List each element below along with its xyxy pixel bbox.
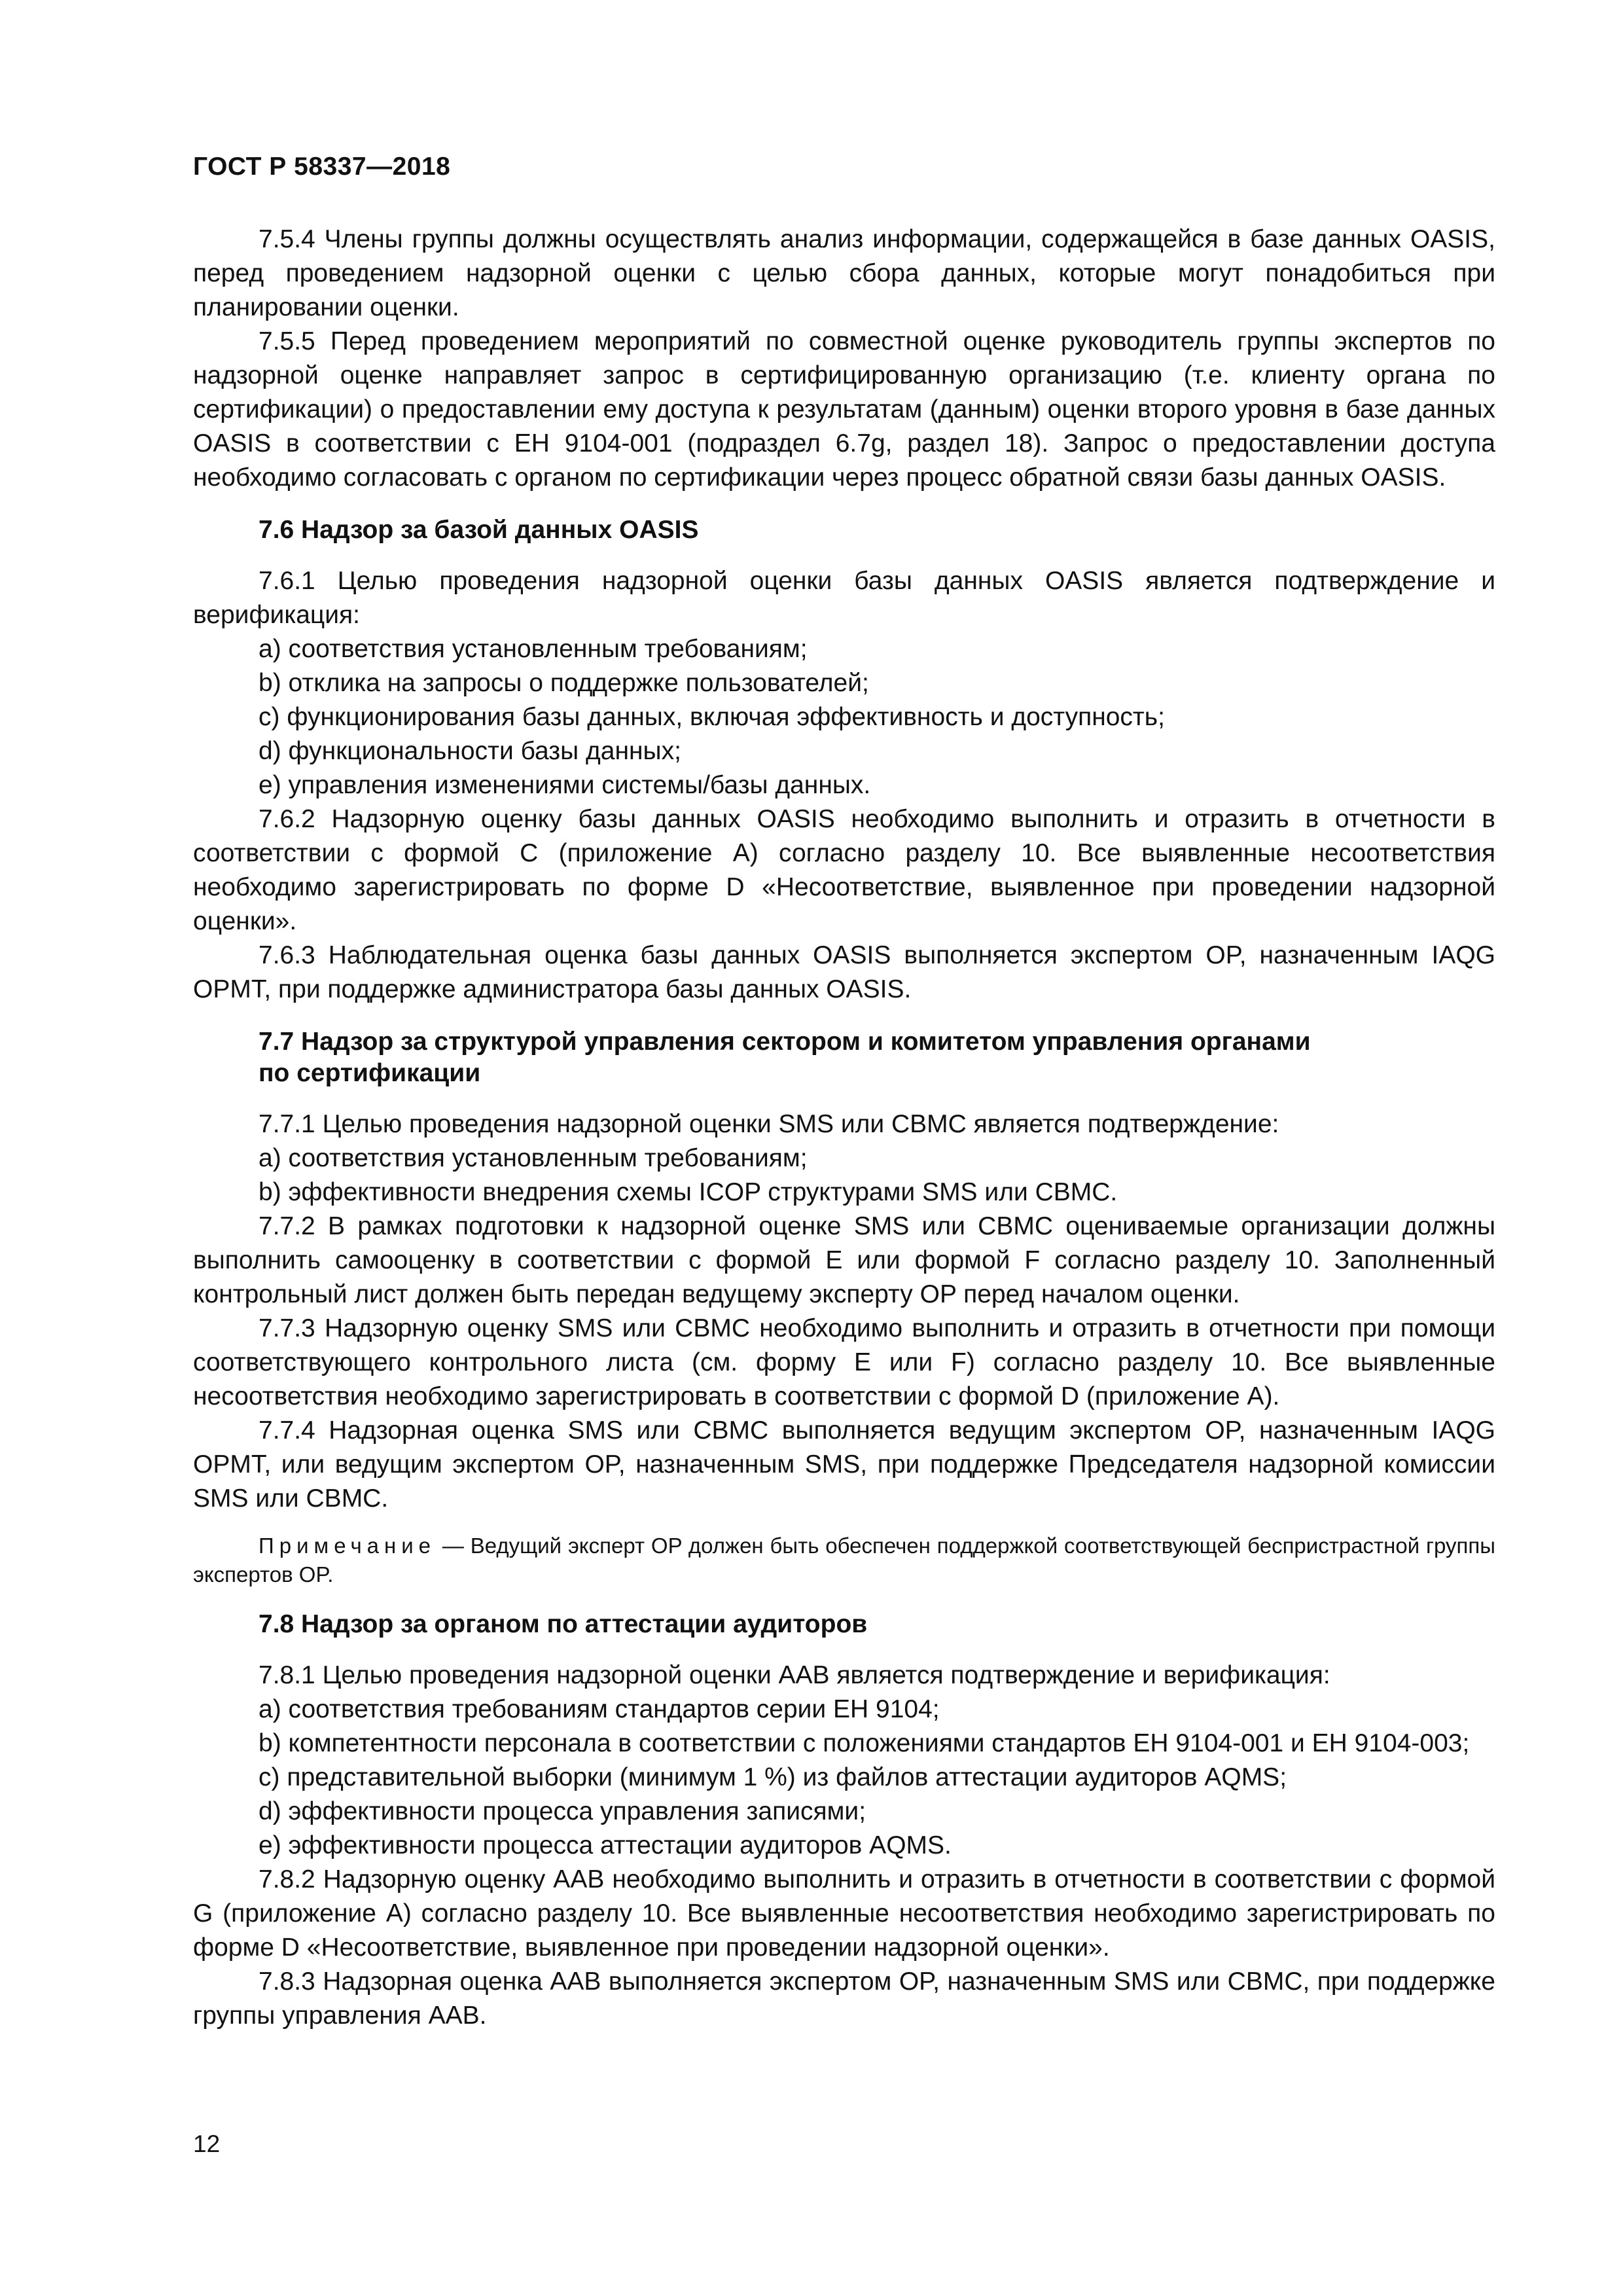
paragraph-7-5-5: 7.5.5 Перед проведением мероприятий по совместной оценке руководитель группы экспертов по надзорной оценке направляет запрос в сертифицированную организацию (т.е. клиенту органа по сертификации) о предоставлении ему доступа к результатам (данным) оценки второго уровня в базе данных OASIS в соответствии с ЕН 9104-001 (подраздел 6.7g, раздел 18). Запрос о предоставлении доступа необходимо согласовать с органом по сертификации через процесс обратной связи базы данных OASIS.: [193, 327, 1495, 492]
list-item: b) эффективности внедрения схемы ICOP структурами SMS или СВМС.: [259, 1178, 1118, 1206]
paragraph-7-6-1: 7.6.1 Целью проведения надзорной оценки базы данных OASIS является подтверждение и верификация:: [193, 567, 1495, 629]
paragraph-7-7-4: 7.7.4 Надзорная оценка SMS или СВМС выполняется ведущим экспертом OP, назначенным IAQG OPMT, или ведущим экспертом OP, назначенным SMS, при поддержке Председателя надзорной комиссии SMS или СВМС.: [193, 1416, 1495, 1513]
paragraph-7-8-1: 7.8.1 Целью проведения надзорной оценки ААВ является подтверждение и верификация:: [259, 1661, 1330, 1689]
list-item: a) соответствия установленным требованиям;: [259, 635, 808, 663]
section-heading-7-8: 7.8 Надзор за органом по аттестации аудиторов: [259, 1610, 868, 1638]
note-label: Примечание: [259, 1534, 437, 1558]
list-item: a) соответствия требованиям стандартов серии ЕН 9104;: [259, 1695, 940, 1723]
list-item: e) управления изменениями системы/базы данных.: [259, 771, 871, 799]
list-item: d) эффективности процесса управления записями;: [259, 1797, 866, 1825]
list-item: d) функциональности базы данных;: [259, 737, 681, 765]
list-item: c) представительной выборки (минимум 1 %) из файлов аттестации аудиторов AQMS;: [259, 1763, 1287, 1791]
paragraph-7-7-1: 7.7.1 Целью проведения надзорной оценки SMS или СВМС является подтверждение:: [259, 1110, 1279, 1138]
paragraph-7-8-3: 7.8.3 Надзорная оценка ААВ выполняется экспертом OP, назначенным SMS или СВМС, при поддержке группы управления ААВ.: [193, 1967, 1495, 2030]
paragraph-7-6-2: 7.6.2 Надзорную оценку базы данных OASIS необходимо выполнить и отразить в отчетности в соответствии с формой С (приложение А) согласно разделу 10. Все выявленные несоответствия необходимо зарегистрировать по форме D «Несоответствие, выявленное при проведении надзорной оценки».: [193, 805, 1495, 935]
list-item: e) эффективности процесса аттестации аудиторов AQMS.: [259, 1831, 952, 1859]
section-heading-7-7-line2: по сертификации: [259, 1059, 481, 1087]
section-heading-7-7-line1: 7.7 Надзор за структурой управления сектором и комитетом управления органами: [259, 1028, 1311, 1056]
list-item: b) отклика на запросы о поддержке пользователей;: [259, 669, 869, 697]
note: [193, 1532, 1495, 1589]
document-header: ГОСТ Р 58337—2018: [193, 152, 451, 181]
document-body: [193, 223, 1495, 2033]
list-item: b) компетентности персонала в соответствии с положениями стандартов ЕН 9104-001 и ЕН 9104-003;: [259, 1729, 1470, 1757]
page-number: 12: [193, 2130, 221, 2157]
section-heading-7-7: [193, 1026, 1495, 1089]
paragraph-7-8-2: 7.8.2 Надзорную оценку ААВ необходимо выполнить и отразить в отчетности в соответствии с формой G (приложение А) согласно разделу 10. Все выявленные несоответствия необходимо зарегистрировать по форме D «Несоответствие, выявленное при проведении надзорной оценки».: [193, 1865, 1495, 1962]
paragraph-7-7-2: 7.7.2 В рамках подготовки к надзорной оценке SMS или СВМС оцениваемые организации должны выполнить самооценку в соответствии с формой Е или формой F согласно разделу 10. Заполненный контрольный лист должен быть передан ведущему эксперту OP перед началом оценки.: [193, 1212, 1495, 1308]
paragraph-7-6-3: 7.6.3 Наблюдательная оценка базы данных OASIS выполняется экспертом OP, назначенным IAQG OPMT, при поддержке администратора базы данных OASIS.: [193, 941, 1495, 1003]
list-item: a) соответствия установленным требованиям;: [259, 1144, 808, 1172]
list-item: c) функционирования базы данных, включая эффективность и доступность;: [259, 703, 1165, 731]
note-text: — Ведущий эксперт OP должен быть обеспечен поддержкой соответствующей беспристрастной группы экспертов OP.: [193, 1534, 1495, 1587]
section-heading-7-6: 7.6 Надзор за базой данных OASIS: [259, 516, 699, 544]
paragraph-7-7-3: 7.7.3 Надзорную оценку SMS или СВМС необходимо выполнить и отразить в отчетности при помощи соответствующего контрольного листа (см. форму Е или F) согласно разделу 10. Все выявленные несоответствия необходимо зарегистрировать в соответствии с формой D (приложение А).: [193, 1314, 1495, 1410]
paragraph-7-5-4: 7.5.4 Члены группы должны осуществлять анализ информации, содержащейся в базе данных OASIS, перед проведением надзорной оценки с целью сбора данных, которые могут понадобиться при планировании оценки.: [193, 225, 1495, 321]
